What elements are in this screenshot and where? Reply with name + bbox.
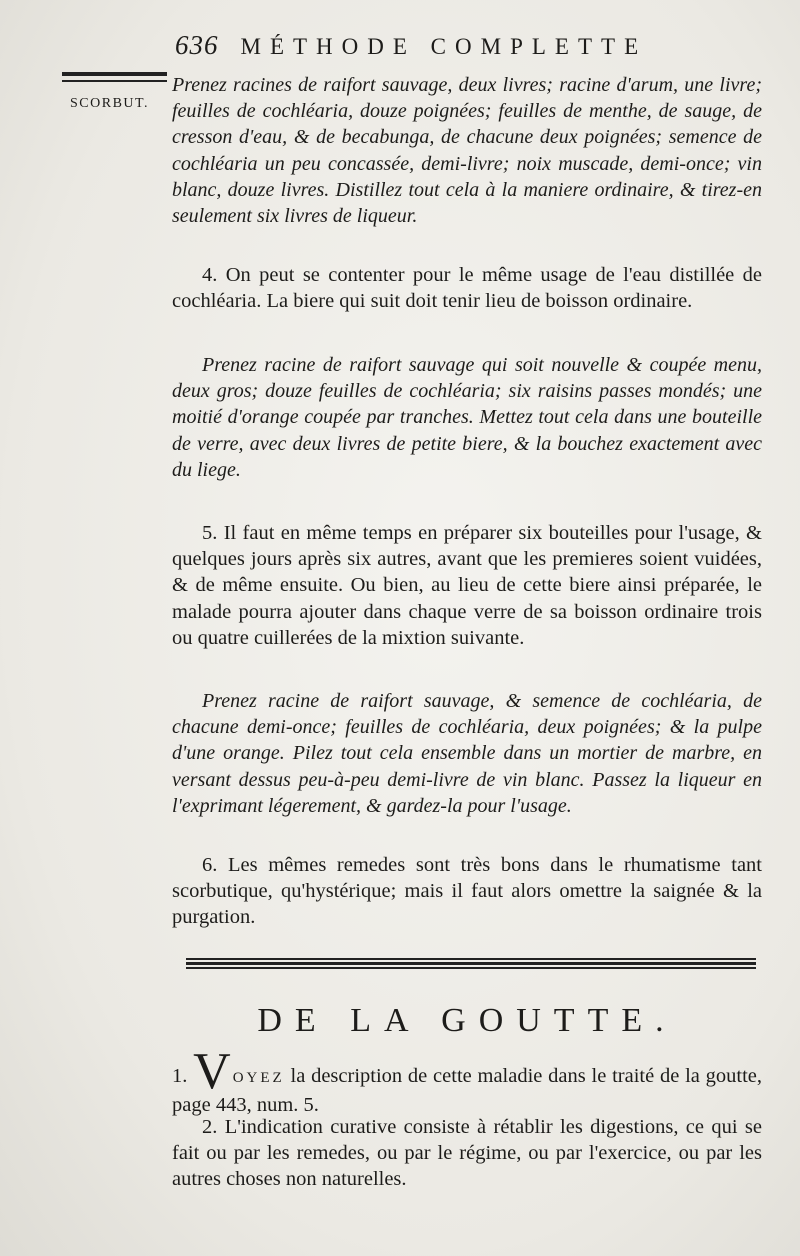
page-header	[175, 30, 730, 70]
margin-rule	[62, 72, 167, 76]
paragraph-5: 5. Il faut en même temps en préparer six bouteilles pour l'usage, & quelques jours après six autres, avant que les premieres soient vuidées, & de même ensuite. Ou bien, au lieu de cette biere ainsi préparée, le malade pourra ajouter dans chaque verre de sa boisson ordinaire trois ou quatre cuillerées de la mixtion suivante.	[172, 522, 762, 649]
margin-rule-secondary	[62, 80, 167, 82]
drop-cap-rest: OYEZ	[232, 1070, 285, 1086]
drop-cap: V	[193, 1043, 231, 1100]
section-divider	[186, 958, 756, 970]
paragraph-text: la description de cette maladie dans le traité de la goutte, page 443, num. 5.	[172, 1065, 763, 1116]
recipe-paragraph-1: Prenez racines de raifort sauvage, deux livres; racine d'arum, une livre; feuilles de cochléaria, douze poignées; feuilles de menthe, de sauge, de cresson d'eau, & de becabunga, de chacune deux poignées; semence de cochléaria un peu concassée, demi-livre; noix muscade, demi-once; vin blanc, douze livres. Distillez tout cela à la maniere ordinaire, & tirez-en seulement six livres de liqueur.	[172, 74, 762, 228]
paragraph-6: 6. Les mêmes remedes sont très bons dans le rhumatisme tant scorbutique, qu'hystérique; mais il faut alors omettre la saignée & la purgation.	[172, 854, 762, 929]
goutte-paragraph-2: 2. L'indication curative consiste à rétablir les digestions, ce qui se fait ou par les remedes, ou par le régime, ou par l'exercice, ou par les autres choses non naturelles.	[172, 1116, 762, 1191]
running-title: MÉTHODE COMPLETTE	[240, 34, 648, 59]
section-title: DE LA GOUTTE.	[257, 1002, 677, 1039]
goutte-paragraph-1	[172, 1043, 763, 1118]
recipe-paragraph-3: Prenez racine de raifort sauvage, & semence de cochléaria, de chacune demi-once; feuilles de cochléaria, deux poignées; & la pulpe d'une orange. Pilez tout cela ensemble dans un mortier de marbre, en versant dessus peu-à-peu demi-livre de vin blanc. Passez la liqueur en l'exprimant légerement, & gardez-la pour l'usage.	[172, 690, 762, 817]
recipe-paragraph-2: Prenez racine de raifort sauvage qui soit nouvelle & coupée menu, deux gros; douze feuilles de cochléaria; six raisins passes mondés; une moitié d'orange coupée par tranches. Mettez tout cela dans une bouteille de verre, avec deux livres de petite biere, & la bouchez exactement avec du liege.	[172, 354, 762, 481]
margin-note-scorbut: SCORBUT.	[70, 96, 150, 111]
page-number: 636	[175, 30, 219, 60]
paragraph-number: 1.	[172, 1065, 188, 1087]
paragraph-4: 4. On peut se contenter pour le même usage de l'eau distillée de cochléaria. La biere qui suit doit tenir lieu de boisson ordinaire.	[172, 264, 762, 313]
